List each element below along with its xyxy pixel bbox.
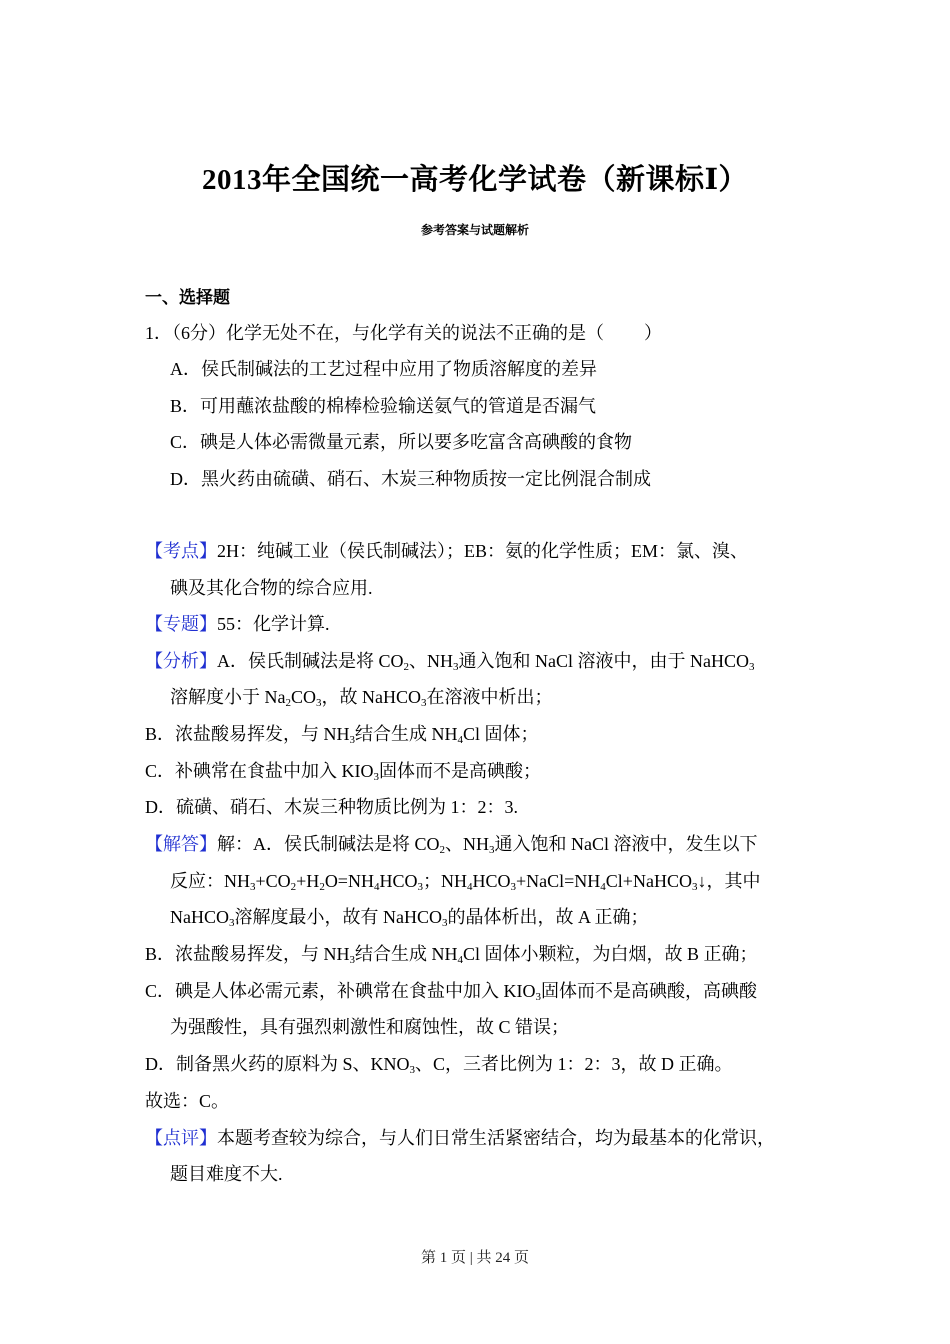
- dianping-tag: 【点评】: [145, 1128, 217, 1148]
- fenxi-line-2: 溶解度小于 $Na_2CO_3$，故 NaHCO$_3$在溶液中析出；: [170, 687, 553, 709]
- option-d: [170, 467, 651, 491]
- question-text: 化学无处不在，与化学有关的说法不正确的是（: [226, 323, 604, 343]
- jieda-line-1: 【解答】解：A．侯氏制碱法是将 $CO_2$、$NH_3$通入饱和 NaCl 溶液中，发生以下: [145, 834, 758, 856]
- jieda-line-2: 反应：$NH_3+CO_2+H_2O=NH_4HCO_3$；$NH_4HCO_3+NaCl=NH_4Cl+NaHCO_3↓$，其中: [170, 871, 761, 893]
- document-title: 2013年全国统一高考化学试卷（新课标Ⅰ）: [201, 164, 749, 196]
- jieda-b: B．浓盐酸易挥发，与 $NH_3$结合生成 $NH_4Cl$ 固体小颗粒，为白烟，故 B 正确；: [145, 944, 758, 966]
- zhuanti-line: 【专题】55：化学计算.: [145, 614, 330, 634]
- page-footer: 第 1 页 | 共 24 页: [420, 1250, 529, 1266]
- jieda-c-line-1: C．碘是人体必需元素，补碘常在食盐中加入 $KIO_3$固体而不是高碘酸，高碘酸: [145, 981, 757, 1003]
- fenxi-d: D．硫磺、硝石、木炭三种物质比例为 1：2：3.: [145, 797, 518, 817]
- option-c: [170, 430, 632, 454]
- option-a: [170, 357, 597, 381]
- jieda-c-line-2: 为强酸性，具有强烈刺激性和腐蚀性，故 C 错误；: [170, 1017, 570, 1037]
- zhuanti-tag: 【专题】: [145, 614, 217, 634]
- question-number: 1．: [145, 323, 172, 343]
- jieda-d: D．制备黑火药的原料为 S、$KNO_3$、C，三者比例为 1：2：3，故 D 正确。: [145, 1054, 733, 1076]
- option-b: [170, 394, 596, 418]
- jieda-line-3: NaHCO$_3$溶解度最小，故有 NaHCO$_3$的晶体析出，故 A 正确；: [170, 907, 649, 929]
- jieda-tag: 【解答】: [145, 834, 217, 854]
- fenxi-line-1: 【分析】A．侯氏制碱法是将 $CO_2$、$NH_3$通入饱和 NaCl 溶液中，由于 NaHCO$_3$: [145, 651, 755, 673]
- dianping-line-1: 【点评】本题考查较为综合，与人们日常生活紧密结合，均为最基本的化常识，: [145, 1128, 775, 1148]
- section-heading: 一、选择题: [145, 288, 230, 308]
- option-text: 碘是人体必需微量元素，所以要多吃富含高碘酸的食物: [200, 432, 633, 452]
- option-label: A．: [170, 359, 201, 379]
- kaodian-line-1: 【考点】2H：纯碱工业（侯氏制碱法）；EB：氨的化学性质；EM：氯、溴、: [145, 541, 748, 561]
- fenxi-tag: 【分析】: [145, 651, 217, 671]
- document-subtitle: 参考答案与试题解析: [420, 223, 529, 237]
- question-stem: 1．（6分）化学无处不在，与化学有关的说法不正确的是（ ）: [145, 323, 662, 343]
- kaodian-tag: 【考点】: [145, 541, 217, 561]
- option-text: 黑火药由硫磺、硝石、木炭三种物质按一定比例混合制成: [201, 469, 651, 489]
- question-points: （6分）: [172, 323, 226, 343]
- kaodian-line-2: 碘及其化合物的综合应用.: [170, 578, 373, 598]
- dianping-line-2: 题目难度不大.: [170, 1164, 283, 1184]
- option-label: D．: [170, 469, 201, 489]
- fenxi-c: C．补碘常在食盐中加入 $KIO_3$固体而不是高碘酸；: [145, 761, 541, 783]
- option-label: B．: [170, 396, 201, 416]
- fenxi-b: B．浓盐酸易挥发，与 $NH_3$结合生成 $NH_4Cl$ 固体；: [145, 724, 539, 746]
- option-label: C．: [170, 432, 201, 452]
- answer-line: 故选：C。: [145, 1091, 230, 1111]
- option-text: 可用蘸浓盐酸的棉棒检验输送氨气的管道是否漏气: [200, 396, 597, 416]
- option-text: 侯氏制碱法的工艺过程中应用了物质溶解度的差异: [201, 359, 597, 379]
